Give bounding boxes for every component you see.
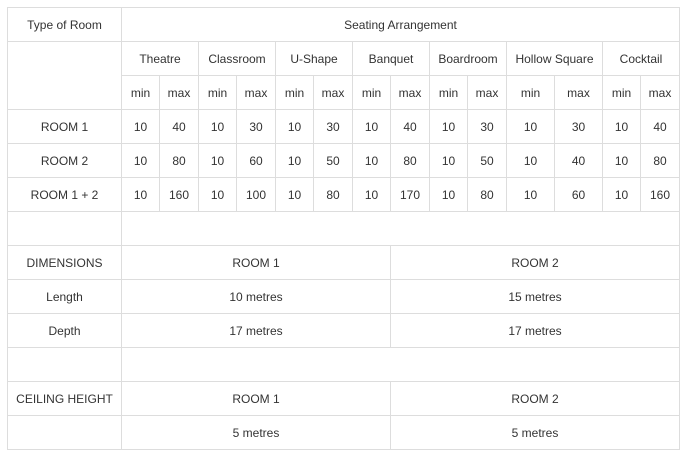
spacer-cell: [8, 348, 122, 382]
min-capacity-cell: 10: [603, 178, 641, 212]
min-capacity-cell: 10: [199, 144, 237, 178]
min-capacity-cell: 10: [353, 110, 391, 144]
ceiling-height-label: CEILING HEIGHT: [8, 382, 122, 416]
max-header: max: [391, 76, 430, 110]
ceiling-empty-cell: [8, 416, 122, 450]
max-header: max: [237, 76, 276, 110]
ceiling-room-1-value: 5 metres: [122, 416, 391, 450]
seating-row-room-1: [8, 110, 680, 144]
max-capacity-cell: 50: [468, 144, 507, 178]
min-header: min: [276, 76, 314, 110]
room-label: ROOM 2: [8, 144, 122, 178]
spacer-row: [8, 212, 680, 246]
room-capacity-table: [7, 7, 680, 450]
room-label: ROOM 1 + 2: [8, 178, 122, 212]
length-room-1: 10 metres: [122, 280, 391, 314]
seating-row-room-1-2: [8, 178, 680, 212]
spacer-cell: [122, 212, 680, 246]
max-capacity-cell: 30: [555, 110, 603, 144]
max-capacity-cell: 170: [391, 178, 430, 212]
min-capacity-cell: 10: [430, 144, 468, 178]
room-label: ROOM 1: [8, 110, 122, 144]
max-header: max: [555, 76, 603, 110]
max-capacity-cell: 60: [555, 178, 603, 212]
dimensions-header-row: [8, 246, 680, 280]
depth-room-1: 17 metres: [122, 314, 391, 348]
arrangement-banquet: Banquet: [353, 42, 430, 76]
spacer-row: [8, 348, 680, 382]
ceiling-room-1-header: ROOM 1: [122, 382, 391, 416]
min-capacity-cell: 10: [353, 178, 391, 212]
max-capacity-cell: 40: [391, 110, 430, 144]
max-capacity-cell: 80: [391, 144, 430, 178]
max-capacity-cell: 40: [160, 110, 199, 144]
min-header: min: [430, 76, 468, 110]
min-header: min: [507, 76, 555, 110]
ceiling-header-row: [8, 382, 680, 416]
empty-header-cell: [8, 42, 122, 110]
min-capacity-cell: 10: [430, 178, 468, 212]
length-label: Length: [8, 280, 122, 314]
min-header: min: [353, 76, 391, 110]
spacer-cell: [122, 348, 680, 382]
max-capacity-cell: 160: [160, 178, 199, 212]
min-capacity-cell: 10: [199, 178, 237, 212]
arrangement-hollow-square: Hollow Square: [507, 42, 603, 76]
min-capacity-cell: 10: [276, 178, 314, 212]
max-capacity-cell: 30: [237, 110, 276, 144]
type-of-room-header: Type of Room: [8, 8, 122, 42]
arrangement-cocktail: Cocktail: [603, 42, 680, 76]
ceiling-values-row: [8, 416, 680, 450]
min-capacity-cell: 10: [199, 110, 237, 144]
min-capacity-cell: 10: [122, 144, 160, 178]
min-capacity-cell: 10: [603, 110, 641, 144]
min-header: min: [122, 76, 160, 110]
arrangement-classroom: Classroom: [199, 42, 276, 76]
min-capacity-cell: 10: [122, 110, 160, 144]
dimensions-room-1-header: ROOM 1: [122, 246, 391, 280]
arrangement-boardroom: Boardroom: [430, 42, 507, 76]
min-capacity-cell: 10: [507, 110, 555, 144]
dimensions-label: DIMENSIONS: [8, 246, 122, 280]
max-capacity-cell: 160: [641, 178, 680, 212]
ceiling-room-2-header: ROOM 2: [391, 382, 680, 416]
min-capacity-cell: 10: [603, 144, 641, 178]
depth-label: Depth: [8, 314, 122, 348]
min-capacity-cell: 10: [122, 178, 160, 212]
ceiling-room-2-value: 5 metres: [391, 416, 680, 450]
header-row: [8, 8, 680, 42]
max-header: max: [468, 76, 507, 110]
max-header: max: [160, 76, 199, 110]
max-header: max: [314, 76, 353, 110]
seating-row-room-2: [8, 144, 680, 178]
seating-arrangement-header: Seating Arrangement: [122, 8, 680, 42]
max-capacity-cell: 60: [237, 144, 276, 178]
min-capacity-cell: 10: [507, 144, 555, 178]
arrangement-u-shape: U-Shape: [276, 42, 353, 76]
max-capacity-cell: 30: [468, 110, 507, 144]
depth-room-2: 17 metres: [391, 314, 680, 348]
max-capacity-cell: 80: [160, 144, 199, 178]
min-capacity-cell: 10: [353, 144, 391, 178]
min-capacity-cell: 10: [276, 110, 314, 144]
length-room-2: 15 metres: [391, 280, 680, 314]
max-capacity-cell: 80: [314, 178, 353, 212]
length-row: [8, 280, 680, 314]
min-capacity-cell: 10: [507, 178, 555, 212]
min-capacity-cell: 10: [276, 144, 314, 178]
min-capacity-cell: 10: [430, 110, 468, 144]
max-capacity-cell: 50: [314, 144, 353, 178]
max-capacity-cell: 40: [555, 144, 603, 178]
depth-row: [8, 314, 680, 348]
arrangement-theatre: Theatre: [122, 42, 199, 76]
max-capacity-cell: 80: [641, 144, 680, 178]
max-capacity-cell: 40: [641, 110, 680, 144]
max-capacity-cell: 30: [314, 110, 353, 144]
arrangement-header-row: [8, 42, 680, 76]
min-header: min: [603, 76, 641, 110]
max-capacity-cell: 100: [237, 178, 276, 212]
spacer-cell: [8, 212, 122, 246]
max-capacity-cell: 80: [468, 178, 507, 212]
dimensions-room-2-header: ROOM 2: [391, 246, 680, 280]
min-header: min: [199, 76, 237, 110]
max-header: max: [641, 76, 680, 110]
